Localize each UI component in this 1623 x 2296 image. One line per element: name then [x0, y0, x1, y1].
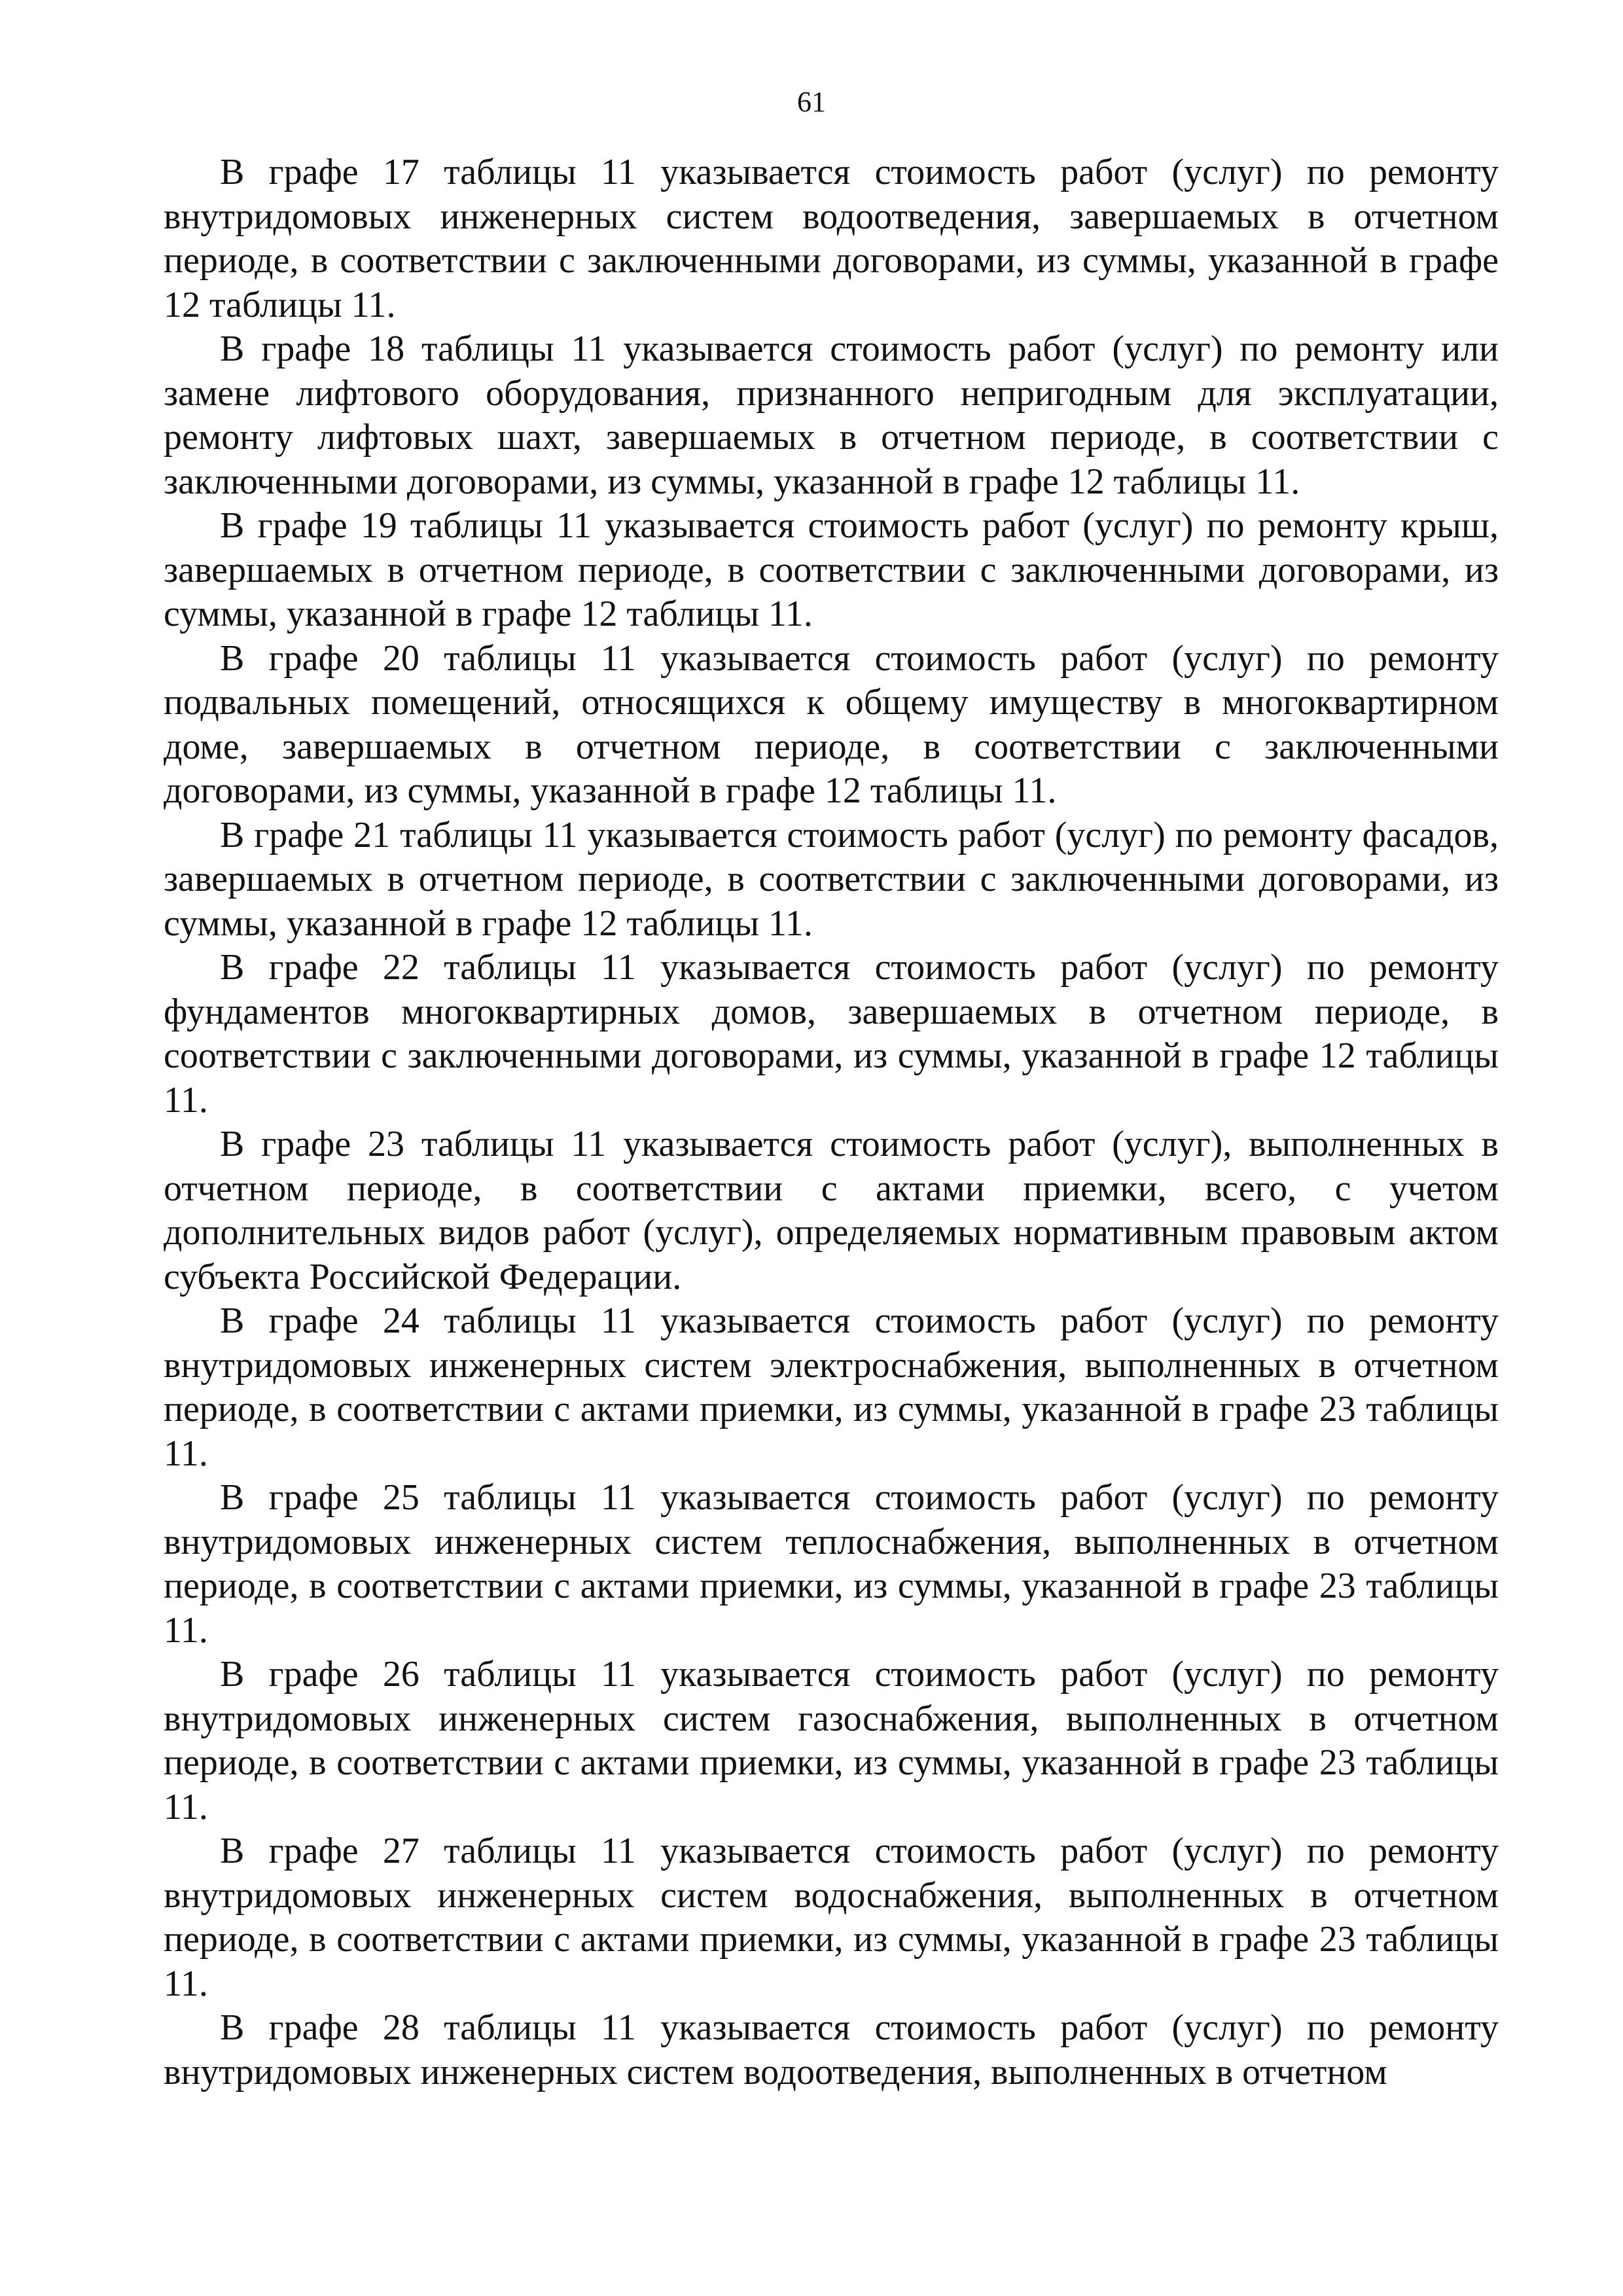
paragraph-grafa-24: В графе 24 таблицы 11 указывается стоимость работ (услуг) по ремонту внутридомовых инженерных систем электроснабжения, выполненных в отчетном периоде, в соответствии с актами приемки, из суммы, указанной в графе 23 таблицы 11. — [164, 1300, 1499, 1474]
paragraph-grafa-18: В графе 18 таблицы 11 указывается стоимость работ (услуг) по ремонту или замене лифтового оборудования, признанного непригодным для эксплуатации, ремонту лифтовых шахт, завершаемых в отчетном периоде, в соответствии с заключенными договорами, из суммы, указанной в графе 12 таблицы 11. — [164, 329, 1499, 502]
document-body — [164, 151, 1499, 2094]
paragraph-grafa-28: В графе 28 таблицы 11 указывается стоимость работ (услуг) по ремонту внутридомовых инженерных систем водоотведения, выполненных в отчетном — [164, 2007, 1499, 2092]
paragraph-grafa-23: В графе 23 таблицы 11 указывается стоимость работ (услуг), выполненных в отчетном периоде, в соответствии с актами приемки, всего, с учетом дополнительных видов работ (услуг), определяемых нормативным правовым актом субъекта Российской Федерации. — [164, 1124, 1499, 1297]
paragraph-grafa-21: В графе 21 таблицы 11 указывается стоимость работ (услуг) по ремонту фасадов, завершаемых в отчетном периоде, в соответствии с заключенными договорами, из суммы, указанной в графе 12 таблицы 11. — [164, 814, 1499, 944]
paragraph-grafa-25: В графе 25 таблицы 11 указывается стоимость работ (услуг) по ремонту внутридомовых инженерных систем теплоснабжения, выполненных в отчетном периоде, в соответствии с актами приемки, из суммы, указанной в графе 23 таблицы 11. — [164, 1477, 1499, 1651]
page-number: 61 — [797, 86, 826, 118]
paragraph-grafa-26: В графе 26 таблицы 11 указывается стоимость работ (услуг) по ремонту внутридомовых инженерных систем газоснабжения, выполненных в отчетном периоде, в соответствии с актами приемки, из суммы, указанной в графе 23 таблицы 11. — [164, 1654, 1499, 1827]
paragraph-grafa-19: В графе 19 таблицы 11 указывается стоимость работ (услуг) по ремонту крыш, завершаемых в отчетном периоде, в соответствии с заключенными договорами, из суммы, указанной в графе 12 таблицы 11. — [164, 505, 1499, 634]
paragraph-grafa-17: В графе 17 таблицы 11 указывается стоимость работ (услуг) по ремонту внутридомовых инженерных систем водоотведения, завершаемых в отчетном периоде, в соответствии с заключенными договорами, из суммы, указанной в графе 12 таблицы 11. — [164, 152, 1499, 325]
paragraph-grafa-22: В графе 22 таблицы 11 указывается стоимость работ (услуг) по ремонту фундаментов многоквартирных домов, завершаемых в отчетном периоде, в соответствии с заключенными договорами, из суммы, указанной в графе 12 таблицы 11. — [164, 947, 1499, 1121]
paragraph-grafa-20: В графе 20 таблицы 11 указывается стоимость работ (услуг) по ремонту подвальных помещений, относящихся к общему имуществу в многоквартирном доме, завершаемых в отчетном периоде, в соответствии с заключенными договорами, из суммы, указанной в графе 12 таблицы 11. — [164, 637, 1499, 811]
paragraph-grafa-27: В графе 27 таблицы 11 указывается стоимость работ (услуг) по ремонту внутридомовых инженерных систем водоснабжения, выполненных в отчетном периоде, в соответствии с актами приемки, из суммы, указанной в графе 23 таблицы 11. — [164, 1831, 1499, 2004]
